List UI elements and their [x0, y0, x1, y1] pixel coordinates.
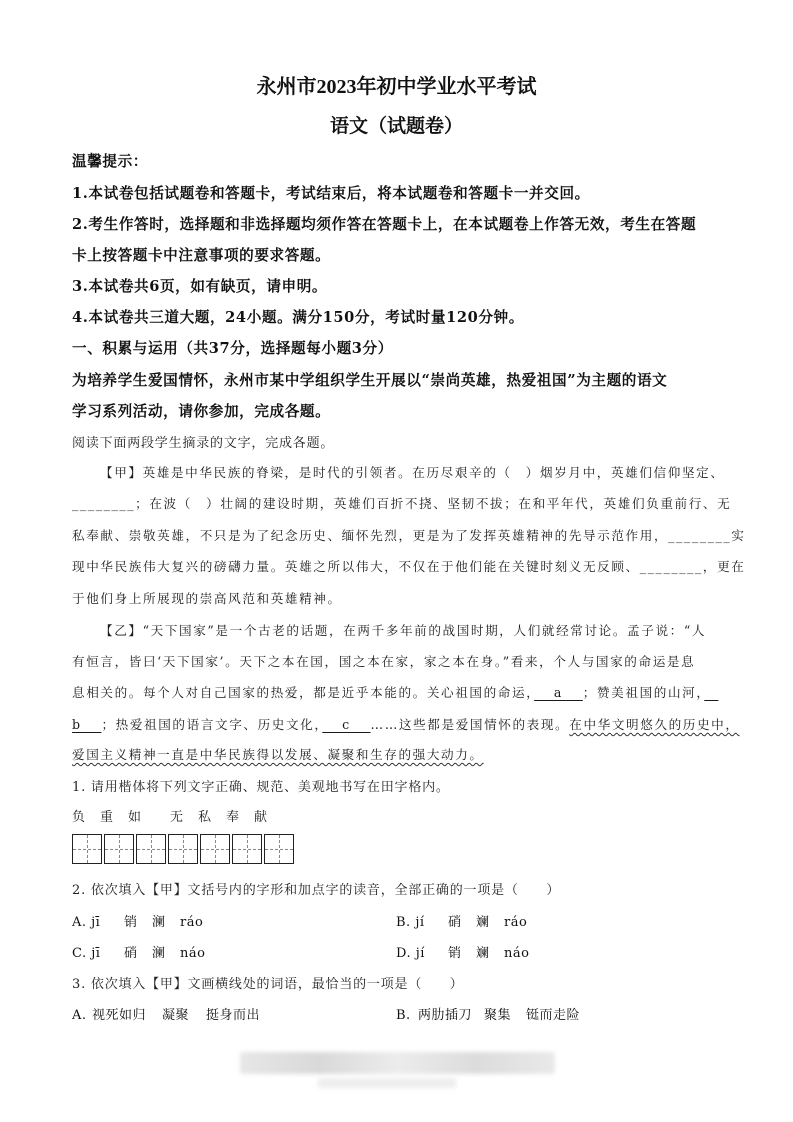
- passage-yi-text: ；热爱祖国的语言文字、历史文化，: [101, 717, 323, 732]
- blurred-watermark-sub: [318, 1078, 456, 1088]
- passage-jia-line: 私奉献、崇敬英雄，不只是为了纪念历史、缅怀先烈，更是为了发挥英雄精神的先导示范作用，________实: [72, 528, 746, 543]
- q2-option-c[interactable]: C. jī 硝 澜 náo: [72, 946, 206, 961]
- notice-heading: 温馨提示：: [72, 153, 148, 170]
- blank-a: a: [534, 685, 583, 700]
- passage-yi-line: 有恒言，皆曰‘天下国家’。天下之本在国，国之本在家，家之本在身。”看来，个人与国家的命运是息: [72, 654, 696, 669]
- passage-yi-text: 息相关的。每个人对自己国家的热爱，都是近乎本能的。关心祖国的命运，: [72, 685, 535, 700]
- blurred-watermark: [240, 1052, 555, 1074]
- passage-yi-line: [72, 744, 484, 763]
- passage-yi-line: [72, 714, 740, 733]
- q2-option-d[interactable]: D. jí 销 斓 náo: [396, 946, 530, 961]
- reading-instruction: 阅读下面两段学生摘录的文字，完成各题。: [72, 436, 335, 451]
- tianzige-cell[interactable]: [72, 834, 102, 864]
- q2-option-a[interactable]: A. jī 销 澜 ráo: [72, 915, 204, 930]
- q3-option-b[interactable]: B. 两肋插刀 聚集 铤而走险: [396, 1008, 581, 1023]
- blank-b-start: [704, 685, 718, 700]
- exam-title: 永州市2023年初中学业水平考试: [256, 76, 537, 98]
- passage-yi-line: [72, 682, 718, 701]
- wavy-underlined-sentence: 在中华文明悠久的历史中，: [569, 717, 740, 732]
- notice-item: 1.本试卷包括试题卷和答题卡，考试结束后，将本试题卷和答题卡一并交回。: [72, 185, 590, 202]
- passage-yi-line: 【乙】“天下国家”是一个古老的话题，在两千多年前的战国时期，人们就经常讨论。孟子说：“人: [100, 623, 707, 638]
- tianzige-cell[interactable]: [200, 834, 230, 864]
- q3-option-a[interactable]: A. 视死如归 凝聚 挺身而出: [72, 1008, 261, 1023]
- tianzige-cell[interactable]: [104, 834, 134, 864]
- blank-c: c: [322, 717, 371, 732]
- blank-b: b: [72, 717, 102, 732]
- question-1-phrase: 负 重 如 无 私 奉 献: [72, 810, 269, 825]
- notice-item: 2.考生作答时，选择题和非选择题均须作答在答题卡上，在本试题卷上作答无效，考生在答题: [72, 216, 697, 233]
- tianzige-grid: [72, 834, 296, 864]
- passage-jia-line: 现中华民族伟大复兴的磅礴力量。英雄之所以伟大，不仅在于他们能在关键时刻义无反顾、________，更在: [72, 559, 746, 574]
- exam-subtitle: 语文（试题卷）: [329, 116, 463, 137]
- wavy-underlined-sentence: 爱国主义精神一直是中华民族得以发展、凝聚和生存的强大动力。: [72, 747, 484, 762]
- section-intro: 学习系列活动，请你参加，完成各题。: [72, 403, 331, 420]
- tianzige-cell[interactable]: [264, 834, 294, 864]
- notice-item: 3.本试卷共6页，如有缺页，请申明。: [72, 278, 328, 295]
- passage-jia-line: ________；在波（ ）壮阔的建设时期，英雄们百折不挠、坚韧不拔；在和平年代，英雄们负重前行、无: [72, 496, 732, 511]
- section-heading: 一、积累与运用（共37分，选择题每小题3分）: [72, 340, 393, 357]
- question-3-stem: 3. 依次填入【甲】文画横线处的词语，最恰当的一项是（ ）: [72, 977, 464, 992]
- question-1-stem: 1. 请用楷体将下列文字正确、规范、美观地书写在田字格内。: [72, 780, 450, 795]
- tianzige-cell[interactable]: [232, 834, 262, 864]
- notice-item: 4.本试卷共三道大题，24小题。满分150分，考试时量120分钟。: [72, 309, 524, 326]
- q2-option-b[interactable]: B. jí 硝 斓 ráo: [396, 915, 528, 930]
- passage-yi-text: ；赞美祖国的山河，: [582, 685, 705, 700]
- tianzige-cell[interactable]: [168, 834, 198, 864]
- notice-item: 卡上按答题卡中注意事项的要求答题。: [72, 247, 331, 264]
- tianzige-cell[interactable]: [136, 834, 166, 864]
- passage-yi-text: ……这些都是爱国情怀的表现。: [370, 717, 570, 732]
- passage-jia-line: 于他们身上所展现的崇高风范和英雄精神。: [72, 591, 342, 606]
- section-intro: 为培养学生爱国情怀，永州市某中学组织学生开展以“崇尚英雄，热爱祖国”为主题的语文: [72, 372, 668, 389]
- question-2-stem: 2. 依次填入【甲】文括号内的字形和加点字的读音，全部正确的一项是（ ）: [72, 883, 561, 898]
- passage-jia-line: 【甲】英雄是中华民族的脊梁，是时代的引领者。在历尽艰辛的（ ）烟岁月中，英雄们信仰坚定、: [100, 465, 725, 480]
